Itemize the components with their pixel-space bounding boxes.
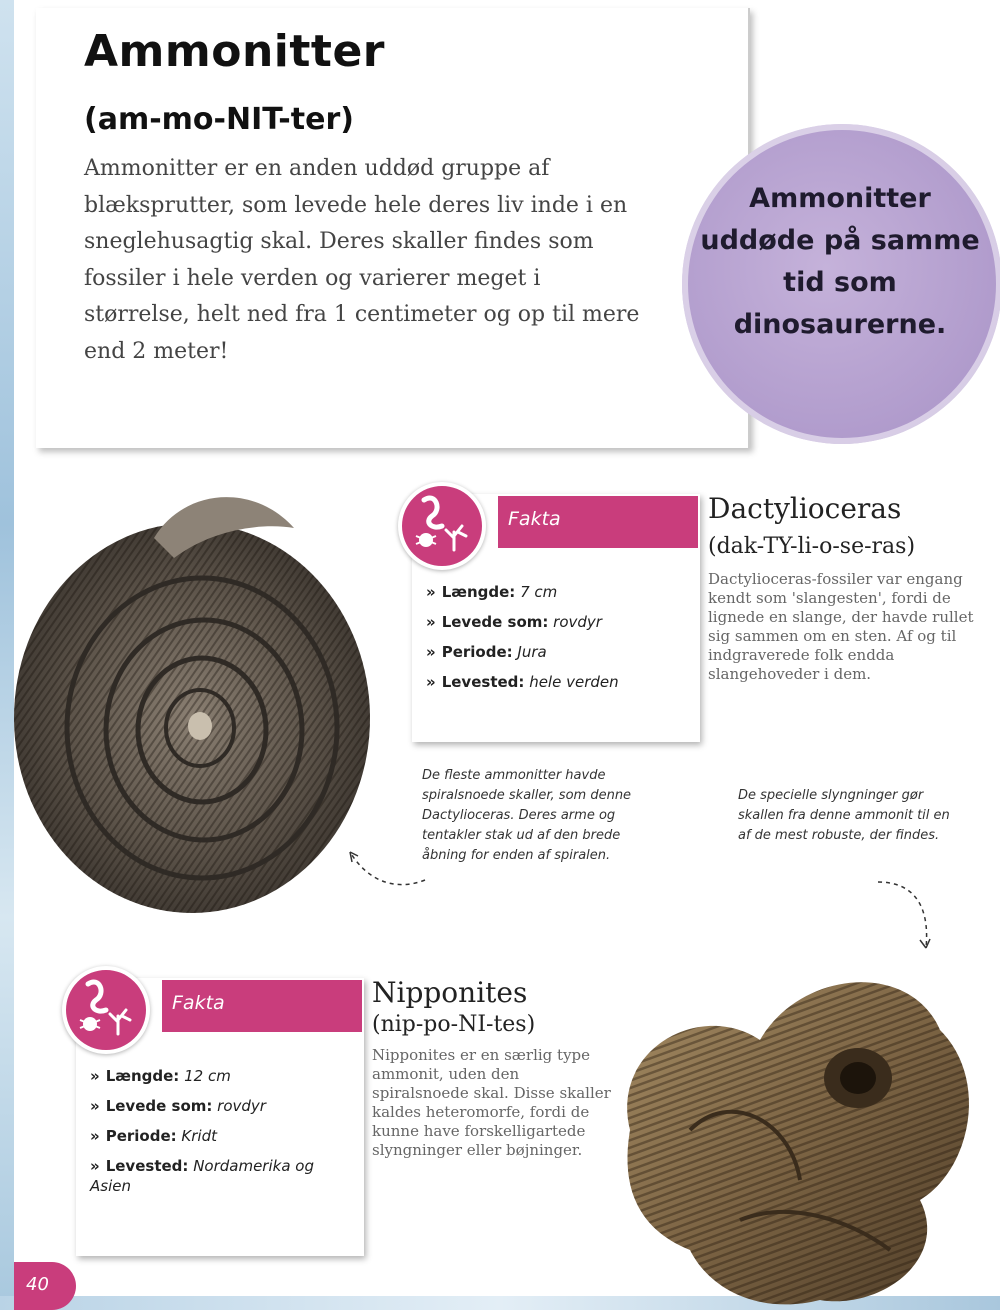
fact-length: » Længde: 7 cm — [426, 582, 619, 602]
fact-list — [90, 1066, 330, 1206]
fact-card-heading: Fakta — [172, 992, 225, 1014]
callout-arrow — [340, 840, 430, 890]
fact-card-dactylioceras — [412, 494, 700, 742]
fact-list — [426, 582, 619, 702]
fact-card-header — [498, 496, 698, 548]
tentacle-bug-coral-icon — [398, 482, 486, 570]
fact-lived-as: » Levede som: rovdyr — [426, 612, 619, 632]
fact-lived-as: » Levede som: rovdyr — [90, 1096, 330, 1116]
nipponites-caption: De specielle slyngninger gør skallen fra denne ammonit til en af de mest robuste, der findes. — [738, 788, 950, 843]
dactylioceras-caption: De fleste ammonitter havde spiralsnoede skaller, som denne Dactylioceras. Deres arme og tentakler stak ud af den brede åbning for enden af spiralen. — [422, 768, 632, 863]
fact-card-nipponites — [76, 978, 364, 1256]
fact-habitat: » Levested: hele verden — [426, 672, 619, 692]
book-page — [14, 0, 1000, 1296]
tentacle-bug-coral-icon — [62, 966, 150, 1054]
fact-card-header — [162, 980, 362, 1032]
nipponites-pronunciation: (nip-po-NI-tes) — [372, 1012, 536, 1037]
page-edge-left — [0, 0, 14, 1310]
fact-badge-text: Ammonitter uddøde på samme tid som dinosaurerne. — [700, 183, 980, 340]
fact-habitat: » Levested: Nordamerika og Asien — [90, 1156, 330, 1196]
nipponites-title: Nipponites — [372, 976, 528, 1009]
page-title: Ammonitter — [84, 26, 385, 77]
intro-paragraph: Ammonitter er en anden uddød gruppe af blæksprutter, som levede hele deres liv inde i en sneglehusagtig skal. Deres skaller findes som fossiler i hele verden og varierer meget i størrelse, helt ned fra 1 centimeter og op til mere end 2 meter! — [84, 156, 640, 364]
intro-panel — [36, 8, 750, 448]
title-pronunciation: (am-mo-NIT-ter) — [84, 102, 354, 137]
dactylioceras-title: Dactylioceras — [708, 492, 902, 525]
fact-card-heading: Fakta — [508, 508, 561, 530]
nipponites-fossil-image — [590, 930, 1000, 1310]
fact-period: » Periode: Kridt — [90, 1126, 330, 1146]
dactylioceras-fossil-image — [14, 468, 386, 938]
dactylioceras-pronunciation: (dak-TY-li-o-se-ras) — [708, 534, 916, 559]
dactylioceras-description: Dactylioceras-fossiler var engang kendt som 'slangesten', fordi de lignede en slange, der havde rullet sig sammen om en sten. Af og til indgraverede folk endda slangehoveder i dem. — [708, 570, 974, 683]
fact-length: » Længde: 12 cm — [90, 1066, 330, 1086]
nipponites-description: Nipponites er en særlig type ammonit, uden den spiralsnoede skal. Disse skaller kaldes heteromorfe, fordi de kunne have forskelligartede slyngninger eller bøjninger. — [372, 1046, 611, 1159]
page-number-tab — [14, 1262, 76, 1310]
fact-period: » Periode: Jura — [426, 642, 619, 662]
page-number: 40 — [26, 1274, 49, 1295]
